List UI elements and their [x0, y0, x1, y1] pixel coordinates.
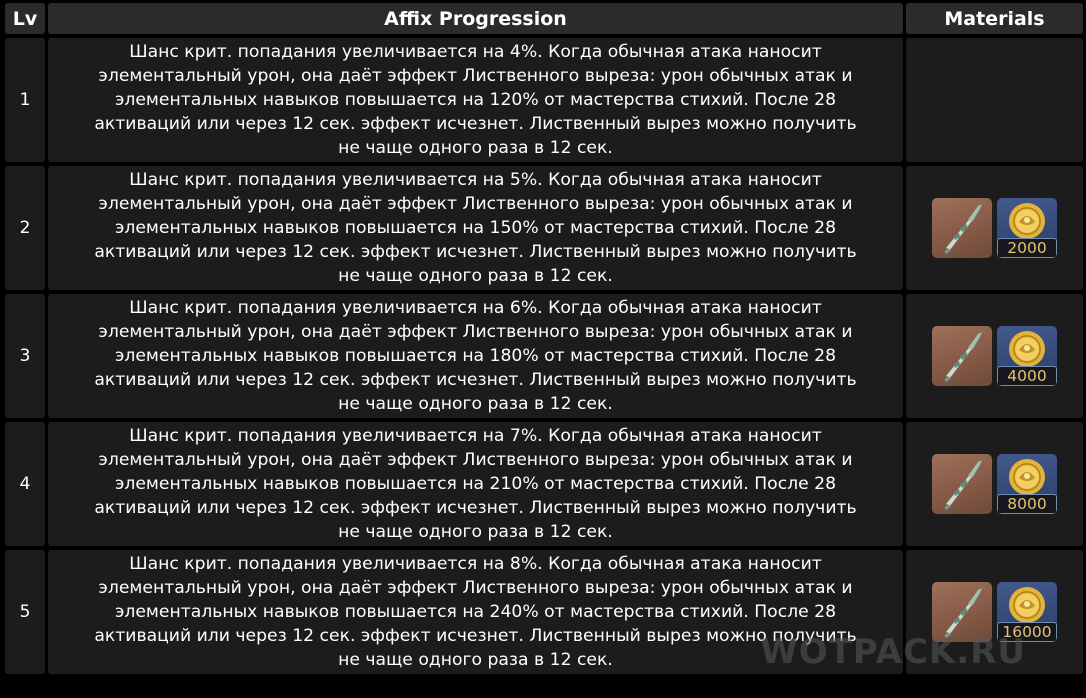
affix-progression-table — [5, 3, 1083, 674]
description-line: элементальных навыков повышается на 240% от мастерства стихий. После 28 — [114, 602, 837, 622]
description-line: не чаще одного раза в 12 сек. — [338, 394, 613, 414]
description-line: не чаще одного раза в 12 сек. — [338, 138, 613, 158]
description-line: не чаще одного раза в 12 сек. — [338, 266, 613, 286]
description-line: Шанс крит. попадания увеличивается на 5%. Когда обычная атака наносит — [129, 170, 822, 190]
row-description — [48, 294, 903, 418]
polearm-weapon-icon — [932, 198, 992, 258]
row-description — [48, 38, 903, 162]
mora-amount: 16000 — [997, 622, 1057, 642]
mora-amount: 2000 — [997, 238, 1057, 258]
row-level: 2 — [5, 166, 45, 290]
description-line: Шанс крит. попадания увеличивается на 7%. Когда обычная атака наносит — [129, 426, 822, 446]
description-line: элементальный урон, она даёт эффект Лиственного выреза: урон обычных атак и — [98, 450, 853, 470]
description-line: элементальных навыков повышается на 120% от мастерства стихий. После 28 — [114, 90, 837, 110]
description-line: элементальных навыков повышается на 150% от мастерства стихий. После 28 — [114, 218, 837, 238]
polearm-weapon-icon — [932, 454, 992, 514]
mora-coin-icon — [1003, 584, 1051, 626]
row-materials — [906, 294, 1083, 418]
row-materials — [906, 166, 1083, 290]
site-watermark: WOTPACK.RU — [760, 632, 1026, 672]
polearm-weapon-icon — [932, 326, 992, 386]
description-line: активаций или через 12 сек. эффект исчезнет. Лиственный вырез можно получить — [94, 626, 857, 646]
mora-coin-item — [997, 198, 1057, 258]
description-line: активаций или через 12 сек. эффект исчезнет. Лиственный вырез можно получить — [94, 370, 857, 390]
description-line: элементальный урон, она даёт эффект Лиственного выреза: урон обычных атак и — [98, 322, 853, 342]
row-description — [48, 422, 903, 546]
header-lv: Lv — [5, 3, 45, 34]
row-level: 4 — [5, 422, 45, 546]
row-level: 3 — [5, 294, 45, 418]
description-line: Шанс крит. попадания увеличивается на 6%. Когда обычная атака наносит — [129, 298, 822, 318]
row-level: 5 — [5, 550, 45, 674]
description-line: активаций или через 12 сек. эффект исчезнет. Лиственный вырез можно получить — [94, 114, 857, 134]
description-line: не чаще одного раза в 12 сек. — [338, 522, 613, 542]
description-line: элементальных навыков повышается на 210% от мастерства стихий. После 28 — [114, 474, 837, 494]
mora-amount: 4000 — [997, 366, 1057, 386]
mora-coin-icon — [1003, 200, 1051, 242]
description-line: элементальных навыков повышается на 180% от мастерства стихий. После 28 — [114, 346, 837, 366]
mora-coin-icon — [1003, 456, 1051, 498]
description-line: Шанс крит. попадания увеличивается на 8%. Когда обычная атака наносит — [129, 554, 822, 574]
description-line: элементальный урон, она даёт эффект Лиственного выреза: урон обычных атак и — [98, 66, 853, 86]
row-level: 1 — [5, 38, 45, 162]
row-description — [48, 166, 903, 290]
mora-coin-item — [997, 454, 1057, 514]
description-line: активаций или через 12 сек. эффект исчезнет. Лиственный вырез можно получить — [94, 242, 857, 262]
header-affix-progression: Affix Progression — [48, 3, 903, 34]
row-materials-empty — [906, 38, 1083, 162]
description-line: активаций или через 12 сек. эффект исчезнет. Лиственный вырез можно получить — [94, 498, 857, 518]
description-line: элементальный урон, она даёт эффект Лиственного выреза: урон обычных атак и — [98, 194, 853, 214]
description-line: Шанс крит. попадания увеличивается на 4%. Когда обычная атака наносит — [129, 42, 822, 62]
row-materials — [906, 422, 1083, 546]
description-line: не чаще одного раза в 12 сек. — [338, 650, 613, 670]
description-line: элементальный урон, она даёт эффект Лиственного выреза: урон обычных атак и — [98, 578, 853, 598]
mora-coin-icon — [1003, 328, 1051, 370]
header-materials: Materials — [906, 3, 1083, 34]
mora-coin-item — [997, 326, 1057, 386]
mora-amount: 8000 — [997, 494, 1057, 514]
